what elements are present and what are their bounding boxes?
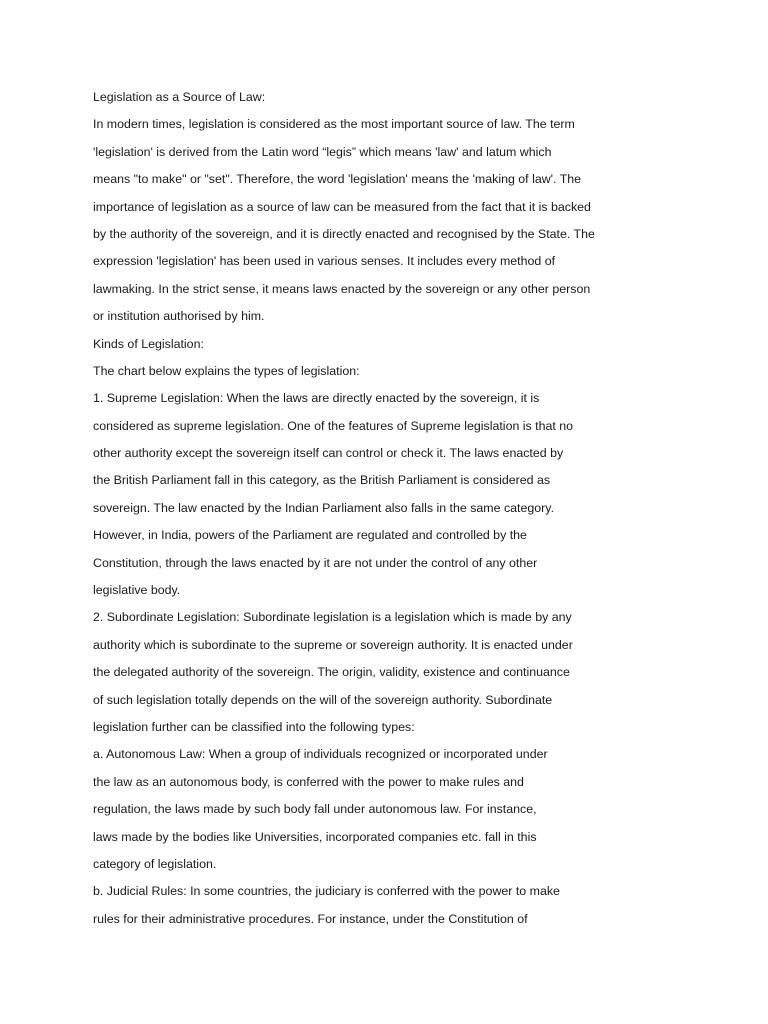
- paragraph-line: sovereign. The law enacted by the Indian Parliament also falls in the same category.: [93, 500, 555, 515]
- section-heading-legislation-source: Legislation as a Source of Law:: [93, 90, 266, 104]
- paragraph-line: expression 'legislation' has been used in various senses. It includes every method of: [93, 254, 556, 269]
- list-item-subordinate-legislation: 2. Subordinate Legislation: Subordinate legislation is a legislation which is made by any: [93, 610, 572, 625]
- paragraph-line: laws made by the bodies like Universities, incorporated companies etc. fall in this: [93, 829, 537, 844]
- paragraph-line: considered as supreme legislation. One of the features of Supreme legislation is that no: [93, 418, 574, 433]
- paragraph-line: or institution authorised by him.: [93, 309, 265, 324]
- paragraph-line: However, in India, powers of the Parliament are regulated and controlled by the: [93, 528, 527, 543]
- paragraph-line: rules for their administrative procedures. For instance, under the Constitution of: [93, 911, 528, 926]
- paragraph-line: Constitution, through the laws enacted by it are not under the control of any other: [93, 555, 538, 570]
- paragraph-line: In modern times, legislation is considered as the most important source of law. The term: [93, 117, 575, 132]
- paragraph-line: the British Parliament fall in this category, as the British Parliament is considered as: [93, 473, 551, 488]
- list-item-supreme-legislation: 1. Supreme Legislation: When the laws are directly enacted by the sovereign, it is: [93, 391, 540, 406]
- paragraph-line: importance of legislation as a source of law can be measured from the fact that it is backed: [93, 199, 591, 214]
- document-body: [93, 84, 653, 933]
- paragraph-line: the law as an autonomous body, is conferred with the power to make rules and: [93, 774, 524, 789]
- paragraph-line: lawmaking. In the strict sense, it means laws enacted by the sovereign or any other person: [93, 281, 591, 296]
- paragraph-line: the delegated authority of the sovereign. The origin, validity, existence and continuance: [93, 665, 570, 680]
- section-heading-kinds-of-legislation: Kinds of Legislation:: [93, 336, 204, 351]
- paragraph-line: regulation, the laws made by such body fall under autonomous law. For instance,: [93, 802, 537, 817]
- list-item-autonomous-law: a. Autonomous Law: When a group of individuals recognized or incorporated under: [93, 747, 548, 762]
- paragraph-line: by the authority of the sovereign, and it is directly enacted and recognised by the State. The: [93, 226, 595, 241]
- paragraph-line: legislative body.: [93, 583, 181, 598]
- paragraph-line: authority which is subordinate to the supreme or sovereign authority. It is enacted under: [93, 637, 573, 652]
- paragraph-line: The chart below explains the types of legislation:: [93, 363, 360, 378]
- paragraph-line: means "to make" or "set". Therefore, the word 'legislation' means the 'making of law'. The: [93, 172, 582, 187]
- paragraph-line: of such legislation totally depends on the will of the sovereign authority. Subordinate: [93, 692, 553, 707]
- paragraph-line: 'legislation' is derived from the Latin word “legis” which means 'law' and latum which: [93, 144, 552, 159]
- paragraph-line: legislation further can be classified into the following types:: [93, 719, 415, 734]
- list-item-judicial-rules: b. Judicial Rules: In some countries, the judiciary is conferred with the power to make: [93, 884, 560, 899]
- paragraph-line: category of legislation.: [93, 856, 217, 871]
- paragraph-line: other authority except the sovereign itself can control or check it. The laws enacted by: [93, 446, 564, 461]
